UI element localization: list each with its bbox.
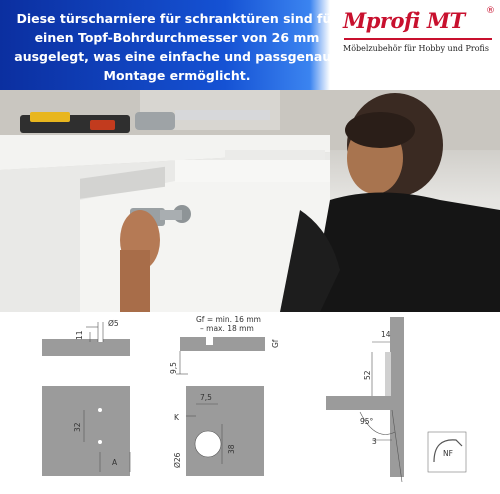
logo-underline xyxy=(344,38,492,40)
label-gf: Gf xyxy=(271,339,280,348)
technical-drawing xyxy=(0,312,500,490)
logo-tagline: Möbelzubehör für Hobby und Profis xyxy=(343,44,489,53)
label-7-5: 7,5 xyxy=(200,393,212,402)
logo-registered-mark: ® xyxy=(486,6,495,16)
label-a: A xyxy=(112,458,118,467)
header-banner xyxy=(0,0,500,90)
label-phi5: Ø5 xyxy=(108,319,119,328)
label-11: 11 xyxy=(75,330,84,340)
banner-text: Diese türscharniere für schranktüren sind für einen Topf-Bohrdurchmesser von 26 mm ausgelegt, was eine einfache und passgenaue Montage ermöglicht. xyxy=(14,11,340,83)
person-body-shape xyxy=(310,193,500,313)
label-nf: NF xyxy=(443,449,453,458)
label-14: 14 xyxy=(381,330,391,339)
label-gf-max: – max. 18 mm xyxy=(200,324,254,333)
label-52: 52 xyxy=(363,370,372,380)
cup-hole-panel xyxy=(173,386,264,476)
label-38: 38 xyxy=(227,444,236,454)
hinge-dimension-diagram xyxy=(0,312,500,490)
door-thickness-panel xyxy=(169,315,280,374)
kitchen-installation-illustration xyxy=(0,90,500,312)
brand-logo xyxy=(340,8,498,78)
side-view-panel xyxy=(326,317,466,482)
label-gf-min: Gf = min. 16 mm xyxy=(196,315,261,324)
label-32: 32 xyxy=(73,422,82,432)
label-9-5: 9,5 xyxy=(169,362,178,374)
drill-depth-panel xyxy=(42,319,130,356)
drill-pattern-panel xyxy=(42,386,130,476)
label-95-degree: 95° xyxy=(360,417,374,426)
label-phi26: Ø26 xyxy=(173,452,182,468)
label-3: 3 xyxy=(372,437,377,446)
logo-wordmark: Mprofi MT xyxy=(343,8,465,33)
label-k: K xyxy=(174,413,179,422)
product-photo xyxy=(0,90,500,312)
